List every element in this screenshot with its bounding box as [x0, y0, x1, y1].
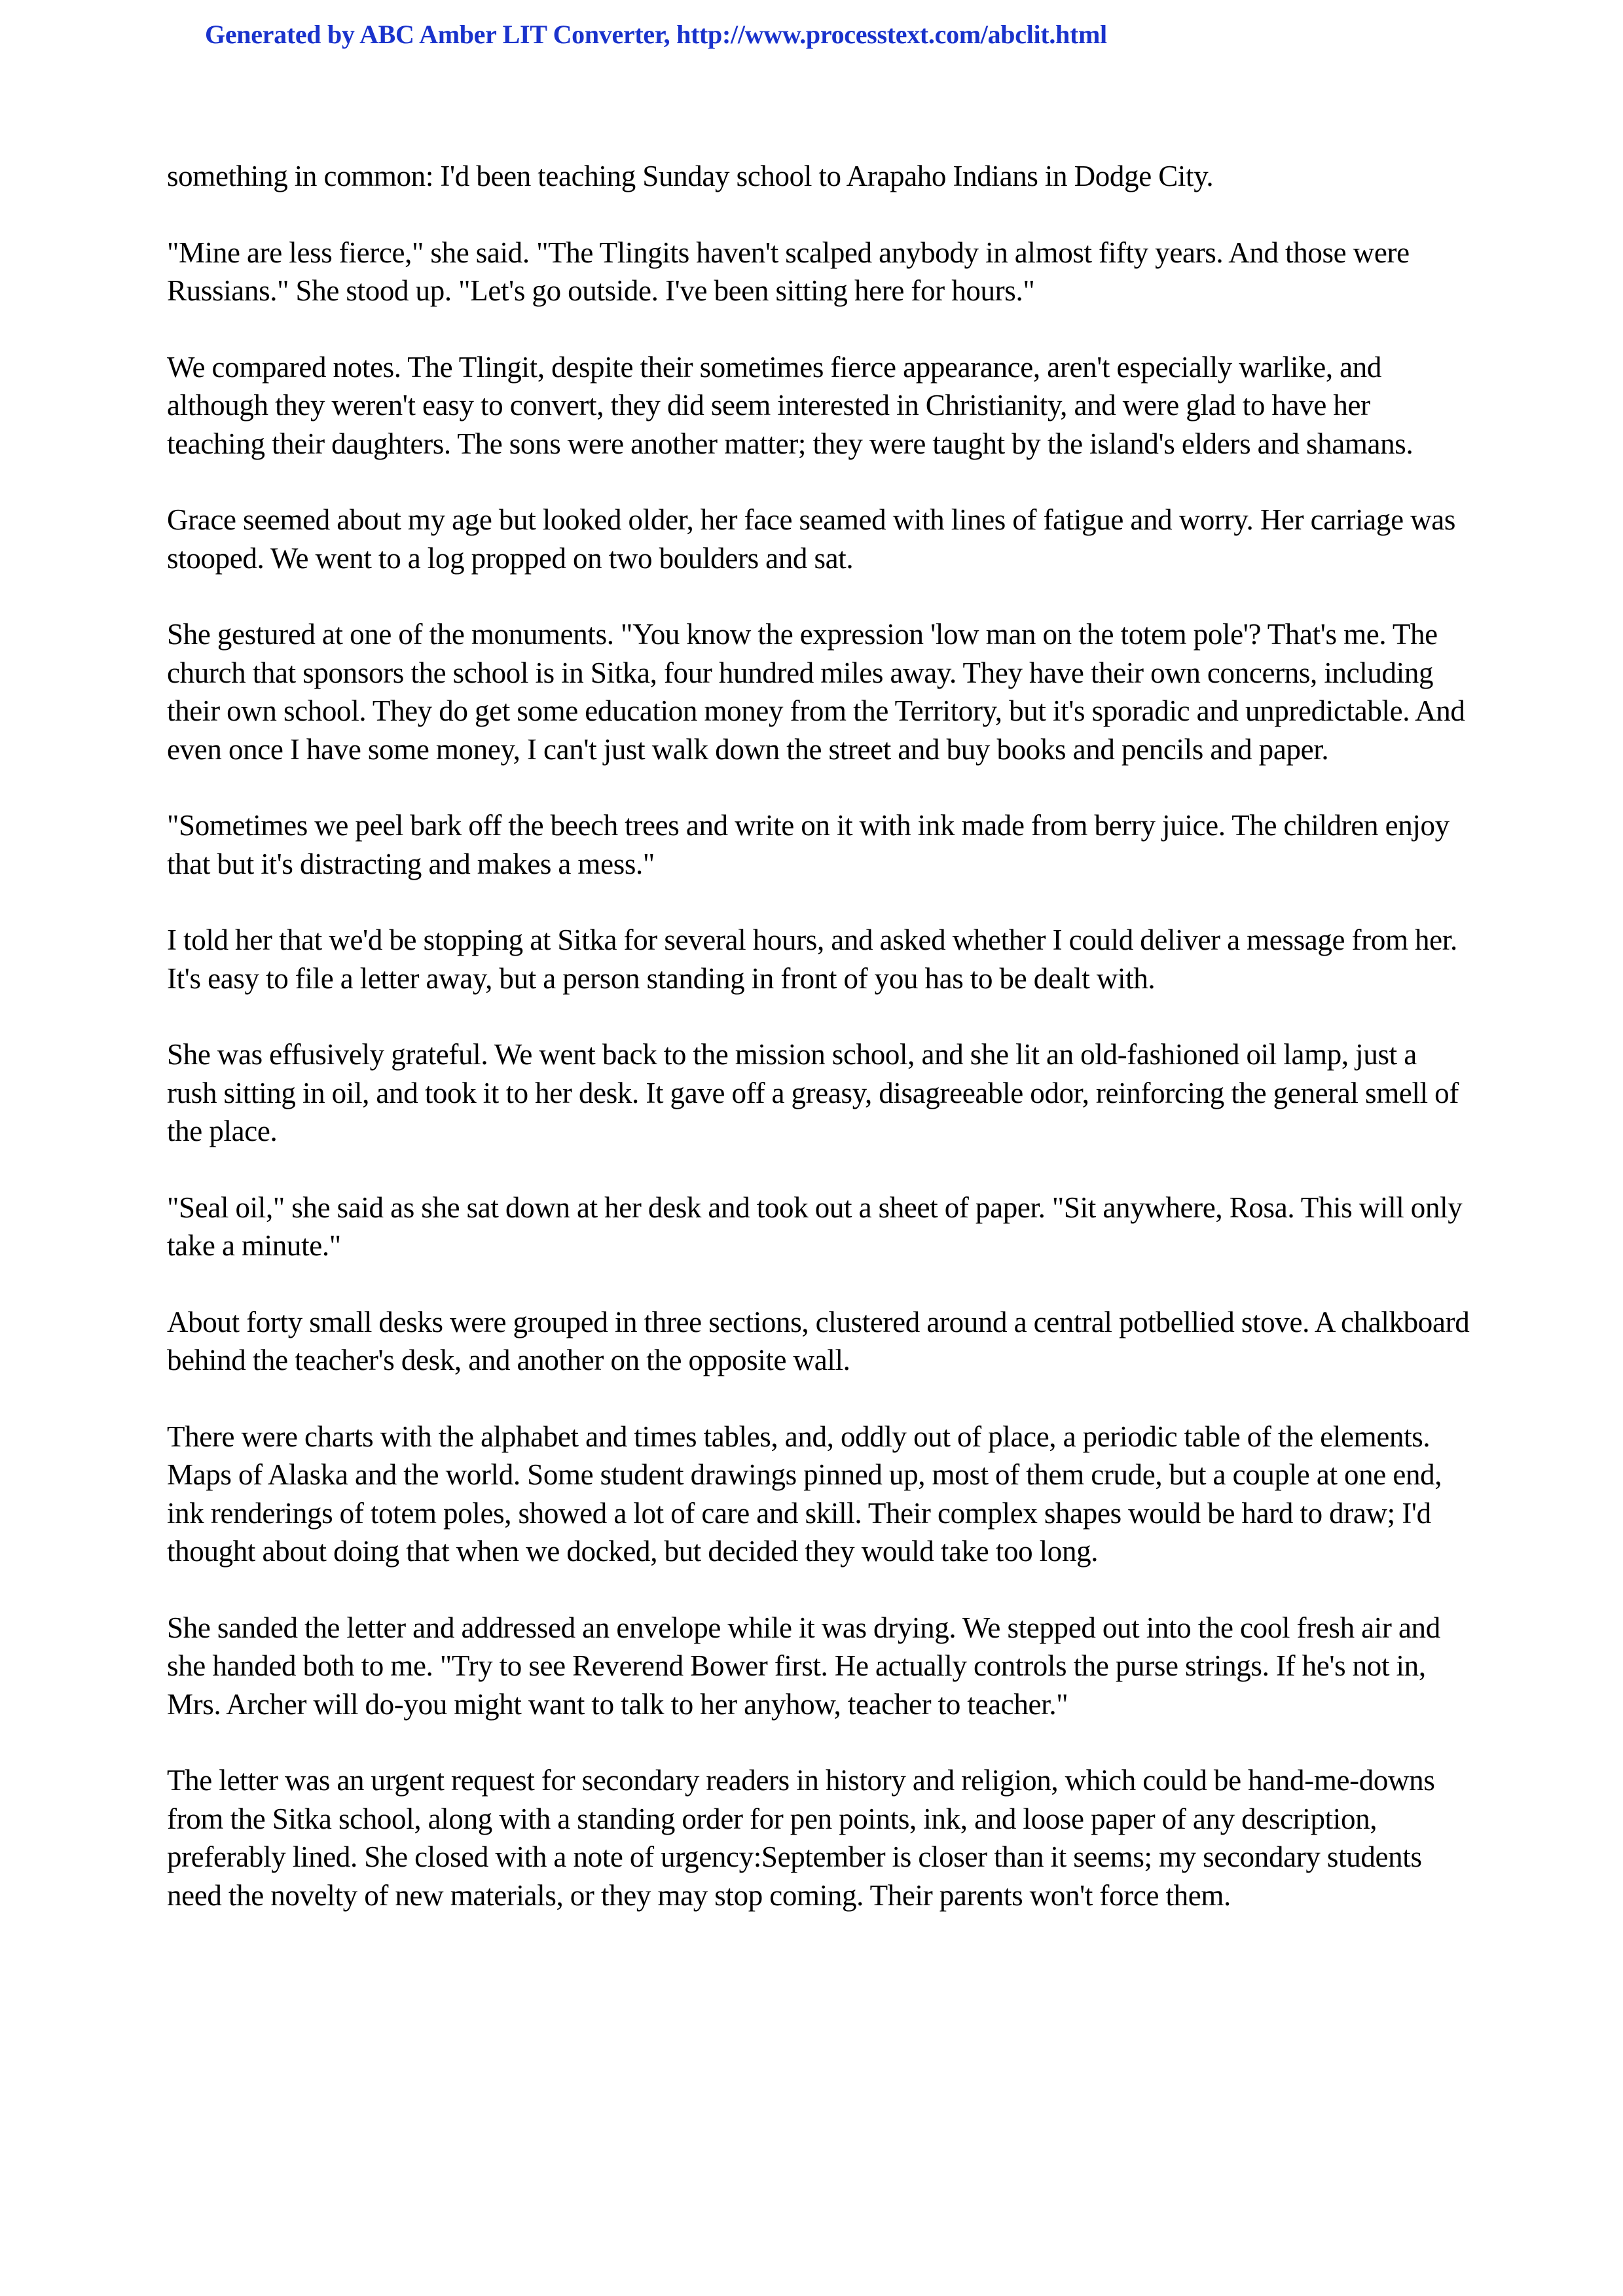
- paragraph: She gestured at one of the monuments. "You know the expression 'low man on the totem pole'? That's me. The church that sponsors the school is in Sitka, four hundred miles away. They have their own concerns, including their own school. They do get some education money from the Territory, but it's sporadic and unpredictable. And even once I have some money, I can't just walk down the street and buy books and pencils and paper.: [167, 618, 1465, 766]
- paragraph: "Mine are less fierce," she said. "The Tlingits haven't scalped anybody in almost fifty years. And those were Russians." She stood up. "Let's go outside. I've been sitting here for hours.": [167, 236, 1410, 307]
- paragraph: She sanded the letter and addressed an envelope while it was drying. We stepped out into the cool fresh air and she handed both to me. "Try to see Reverend Bower first. He actually controls the purse strings. If he's not in, Mrs. Archer will do-you might want to talk to her anyhow, teacher to teacher.": [167, 1611, 1440, 1721]
- paragraph: Grace seemed about my age but looked older, her face seamed with lines of fatigue and worry. Her carriage was stooped. We went to a log propped on two boulders and sat.: [167, 503, 1456, 575]
- paragraph: "Sometimes we peel bark off the beech trees and write on it with ink made from berry juice. The children enjoy that but it's distracting and makes a mess.": [167, 809, 1450, 880]
- converter-header: Generated by ABC Amber LIT Converter, http://www.processtext.com/abclit.html: [205, 20, 1107, 49]
- paragraph: something in common: I'd been teaching Sunday school to Arapaho Indians in Dodge City.: [167, 160, 1214, 192]
- paragraph: There were charts with the alphabet and times tables, and, oddly out of place, a periodic table of the elements. Maps of Alaska and the world. Some student drawings pinned up, most of them crude, but a couple at one end, ink renderings of totem poles, showed a lot of care and skill. Their complex shapes would be hard to draw; I'd thought about doing that when we docked, but decided they would take too long.: [167, 1420, 1442, 1568]
- paragraph: About forty small desks were grouped in three sections, clustered around a central potbellied stove. A chalkboard behind the teacher's desk, and another on the opposite wall.: [167, 1305, 1470, 1376]
- paragraph: We compared notes. The Tlingit, despite their sometimes fierce appearance, aren't especially warlike, and although they weren't easy to convert, they did seem interested in Christianity, and were glad to have her teaching their daughters. The sons were another matter; they were taught by the island's elders and shamans.: [167, 350, 1413, 460]
- paragraph: I told her that we'd be stopping at Sitka for several hours, and asked whether I could deliver a message from her. It's easy to file a letter away, but a person standing in front of you has to be dealt with.: [167, 924, 1457, 995]
- paragraph: She was effusively grateful. We went back to the mission school, and she lit an old-fashioned oil lamp, just a rush sitting in oil, and took it to her desk. It gave off a greasy, disagreeable odor, reinforcing the general smell of the place.: [167, 1038, 1459, 1147]
- paragraph: The letter was an urgent request for secondary readers in history and religion, which could be hand-me-downs from the Sitka school, along with a standing order for pen points, ink, and loose paper of any description, preferably lined. She closed with a note of urgency:September is closer than it seems; my secondary students need the novelty of new materials, or they may stop coming. Their parents won't force them.: [167, 1764, 1435, 1912]
- document-body: [167, 157, 1473, 1952]
- paragraph: "Seal oil," she said as she sat down at her desk and took out a sheet of paper. "Sit anywhere, Rosa. This will only take a minute.": [167, 1191, 1463, 1262]
